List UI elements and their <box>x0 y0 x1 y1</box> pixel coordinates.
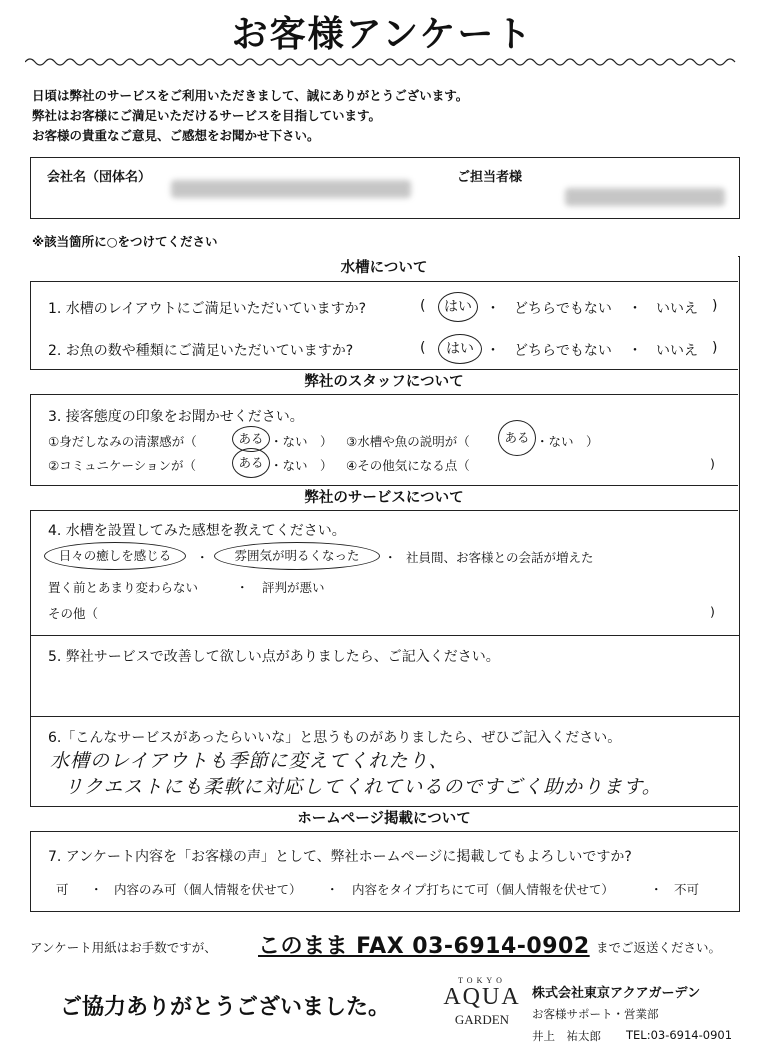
divider-q6 <box>30 716 740 717</box>
q3-d-label: ④その他気になる点（ <box>346 458 470 473</box>
q7-option-content-only[interactable]: 内容のみ可（個人情報を伏せて） <box>114 882 302 897</box>
q6-answer-line-2: リクエストにも柔軟に対応してくれているのですごく助かります。 <box>64 776 662 798</box>
wavy-divider <box>25 56 740 68</box>
q7-dot-1: ・ <box>90 882 103 897</box>
q7-dot-2: ・ <box>326 882 339 897</box>
fax-post-text: までご返送ください。 <box>596 940 722 955</box>
fax-pre-text: アンケート用紙はお手数ですが、 <box>30 940 217 955</box>
q2-option-yes[interactable]: はい <box>438 334 482 364</box>
q2-open: ( <box>420 340 426 356</box>
q2-option-no[interactable]: いいえ <box>656 343 698 359</box>
q7-text: 7. アンケート内容を「お客様の声」として、弊社ホームページに掲載してもよろしいですか? <box>48 849 632 865</box>
q4-dot-2: ・ <box>384 550 397 565</box>
q4-option-nochange[interactable]: 置く前とあまり変わらない <box>48 580 199 595</box>
q3-text: 3. 接客態度の印象をお聞かせください。 <box>48 409 304 425</box>
q5-text: 5. 弊社サービスで改善して欲しい点がありましたら、ご記入ください。 <box>48 649 500 665</box>
intro-line-2: 弊社はお客様にご満足いただけるサービスを目指しています。 <box>32 108 382 123</box>
q2-text: 2. お魚の数や種類にご満足いただいていますか? <box>48 343 354 359</box>
q7-option-typed[interactable]: 内容をタイプ打ちにて可（個人情報を伏せて） <box>352 882 614 897</box>
q7-option-no[interactable]: 不可 <box>674 882 700 897</box>
q4-other-close: ) <box>710 604 715 619</box>
q4-option-conversation[interactable]: 社員間、お客様との会話が増えた <box>406 550 594 565</box>
q4-text: 4. 水槽を設置してみた感想を教えてください。 <box>48 523 346 539</box>
footer-person: 井上 祐太郎 <box>532 1029 601 1043</box>
contact-name-redacted <box>565 188 725 206</box>
q1-dot-2: ・ <box>628 301 642 317</box>
thanks-message: ご協力ありがとうございました。 <box>60 995 391 1020</box>
q4-option-bad[interactable]: 評判が悪い <box>262 580 325 595</box>
q6-text: 6.「こんなサービスがあったらいいな」と思うものがありましたら、ぜひご記入ください。 <box>48 730 622 746</box>
footer-tel: TEL:03-6914-0901 <box>626 1028 733 1042</box>
company-info-box <box>30 157 740 219</box>
q1-option-neutral[interactable]: どちらでもない <box>514 301 612 317</box>
q3-b-yes[interactable]: ある <box>498 420 536 456</box>
q1-option-yes[interactable]: はい <box>438 292 478 322</box>
q3-a-label: ①身だしなみの清潔感が（ <box>48 434 197 449</box>
q3-c-label: ②コミュニケーションが（ <box>48 458 196 473</box>
contact-label: ご担当者様 <box>457 170 523 185</box>
company-name-label: 会社名（団体名） <box>47 170 152 185</box>
footer-department: お客様サポート・営業部 <box>532 1007 659 1021</box>
logo-text-garden: GARDEN <box>454 1012 510 1027</box>
q4-option-healing[interactable]: 日々の癒しを感じる <box>44 542 186 570</box>
instruction: ※該当箇所に○をつけてください <box>32 234 218 249</box>
q7-dot-3: ・ <box>650 882 663 897</box>
q2-option-neutral[interactable]: どちらでもない <box>514 343 612 359</box>
intro-line-3: お客様の貴重なご意見、ご感想をお聞かせ下さい。 <box>32 128 320 143</box>
section-staff-header: 弊社のスタッフについて <box>30 369 738 395</box>
q1-open: ( <box>420 298 426 314</box>
logo-text-aqua: AQUA <box>443 984 521 1010</box>
divider-q5 <box>30 635 740 636</box>
section-service-header: 弊社のサービスについて <box>30 485 738 511</box>
q4-dot-3: ・ <box>236 580 249 595</box>
q4-dot-1: ・ <box>196 550 209 565</box>
q7-option-yes[interactable]: 可 <box>56 882 69 897</box>
q3-c-rest: ・ない ） <box>270 458 333 473</box>
footer-company-name: 株式会社東京アクアガーデン <box>532 986 701 1001</box>
page-title: お客様アンケート <box>231 14 534 55</box>
q3-a-yes[interactable]: ある <box>232 426 270 452</box>
q1-text: 1. 水槽のレイアウトにご満足いただいていますか? <box>48 301 367 317</box>
q1-close: ) <box>712 298 718 314</box>
q4-option-brighter[interactable]: 雰囲気が明るくなった <box>214 542 380 570</box>
company-logo <box>440 976 524 1046</box>
fax-number: このまま FAX 03-6914-0902 <box>258 934 590 959</box>
intro-line-1: 日頃は弊社のサービスをご利用いただきまして、誠にありがとうございます。 <box>32 88 469 103</box>
logo-text-tokyo: TOKYO <box>458 976 506 985</box>
q3-c-yes[interactable]: ある <box>232 448 270 478</box>
q3-b-rest: ・ない ） <box>536 434 599 449</box>
q2-dot-2: ・ <box>628 343 642 359</box>
company-name-redacted <box>171 180 411 198</box>
section-tank-header: 水槽について <box>30 256 738 282</box>
q4-other-label: その他（ <box>48 606 99 621</box>
q3-d-close: ) <box>710 456 715 471</box>
q3-b-label: ③水槽や魚の説明が（ <box>346 434 470 449</box>
q2-close: ) <box>712 340 718 356</box>
section-homepage-header: ホームページ掲載について <box>30 806 738 832</box>
q1-option-no[interactable]: いいえ <box>656 301 698 317</box>
q3-a-rest: ・ない ） <box>270 434 333 449</box>
q2-dot-1: ・ <box>486 343 500 359</box>
q1-dot-1: ・ <box>486 301 500 317</box>
q6-answer-line-1: 水槽のレイアウトも季節に変えてくれたり、 <box>50 750 449 772</box>
